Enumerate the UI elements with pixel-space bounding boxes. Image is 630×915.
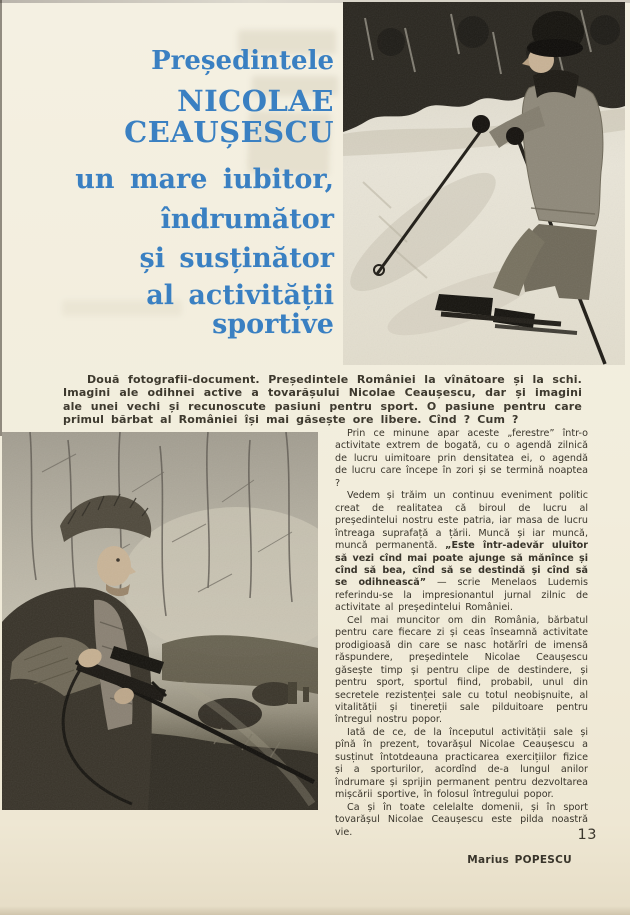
ski-photo (343, 2, 625, 365)
page-number: 13 (577, 827, 597, 843)
article-paragraph-3: Cel mai muncitor om din România, bărbatul pentru care fiecare zi și ceas înseamnă activitate prodigioasă din care se nasc hotărîri de imensă răspundere, președintele Nicolae Ceaușescu găsește timp și pentru clipe de destindere, și pentru sport, sportul fiind, probabil, unul din secretele rezistenței sale cu totul neobișnuite, al vitalității și tinereții sale pilduitoare pentru întregul nostru popor. (335, 614, 588, 726)
article-paragraph-4: Iată de ce, de la începutul activității sale și pînă în prezent, tovarășul Nicolae Ceaușescu a susținut întotdeauna practicarea exercițiilor fizice și a sporturilor, acordînd de-a lungul anilor îndrumare și sprijin permanent pentru dezvoltarea mișcării sportive, în folosul întregului popor. (335, 726, 588, 801)
byline: Marius POPESCU (467, 853, 572, 866)
hunting-photo (2, 432, 318, 810)
page-bottom-shadow (0, 906, 630, 915)
page-left-edge (0, 0, 2, 436)
article-paragraph-2 (335, 490, 588, 615)
paragraph-text: Vedem și trăim un continuu eveniment politic creat de realitatea că biroul de lucru al președintelui nostru este patria, iar masa de lucru întreaga suprafață a țării. Muncă și iar muncă, muncă permanentă. (335, 490, 588, 552)
title-line: un mare iubitor, (75, 164, 334, 196)
title-line: al activității sportive (146, 280, 334, 340)
article-body (335, 428, 588, 866)
title-line: și susținător (139, 242, 334, 274)
ski-photo-illustration (343, 2, 625, 365)
title-line: Președintele (151, 46, 334, 76)
article-paragraph-5: Ca și în toate celelalte domenii, și în sport tovarășul Nicolae Ceaușescu este pilda noastră vie. (335, 801, 588, 838)
title-line: îndrumător (160, 203, 334, 235)
title-line: NICOLAE CEAUȘESCU (124, 84, 334, 149)
hunting-photo-illustration (2, 432, 318, 810)
article-title (10, 48, 334, 339)
article-paragraph-1: Prin ce minune apar aceste „ferestre” într-o activitate extrem de bogată, cu o agendă zilnică de lucru uimitoare prin densitatea ei, o agendă de lucru care începe în zori și se termină noaptea ? (335, 428, 588, 489)
intro-caption: Două fotografii-document. Președintele României la vînătoare și la schi. Imagini ale odihnei active a tovarășului Nicolae Ceaușescu, dar și imagini ale unei vechi și recunoscute pasiuni pentru sport. O pasiune pentru care primul bărbat al României își mai găsește ore libere. Cînd ? Cum ? (63, 373, 582, 427)
paragraph-text: — scrie Menelaos Ludemis referindu-se la impresionantul jurnal zilnic de activitate al președintelui României. (335, 577, 588, 614)
bold-quote: „Este într-adevăr uluitor să vezi cînd mai poate ajunge să mănînce și cînd să bea, cînd să se destindă și cînd să se odihnească” (335, 540, 588, 589)
